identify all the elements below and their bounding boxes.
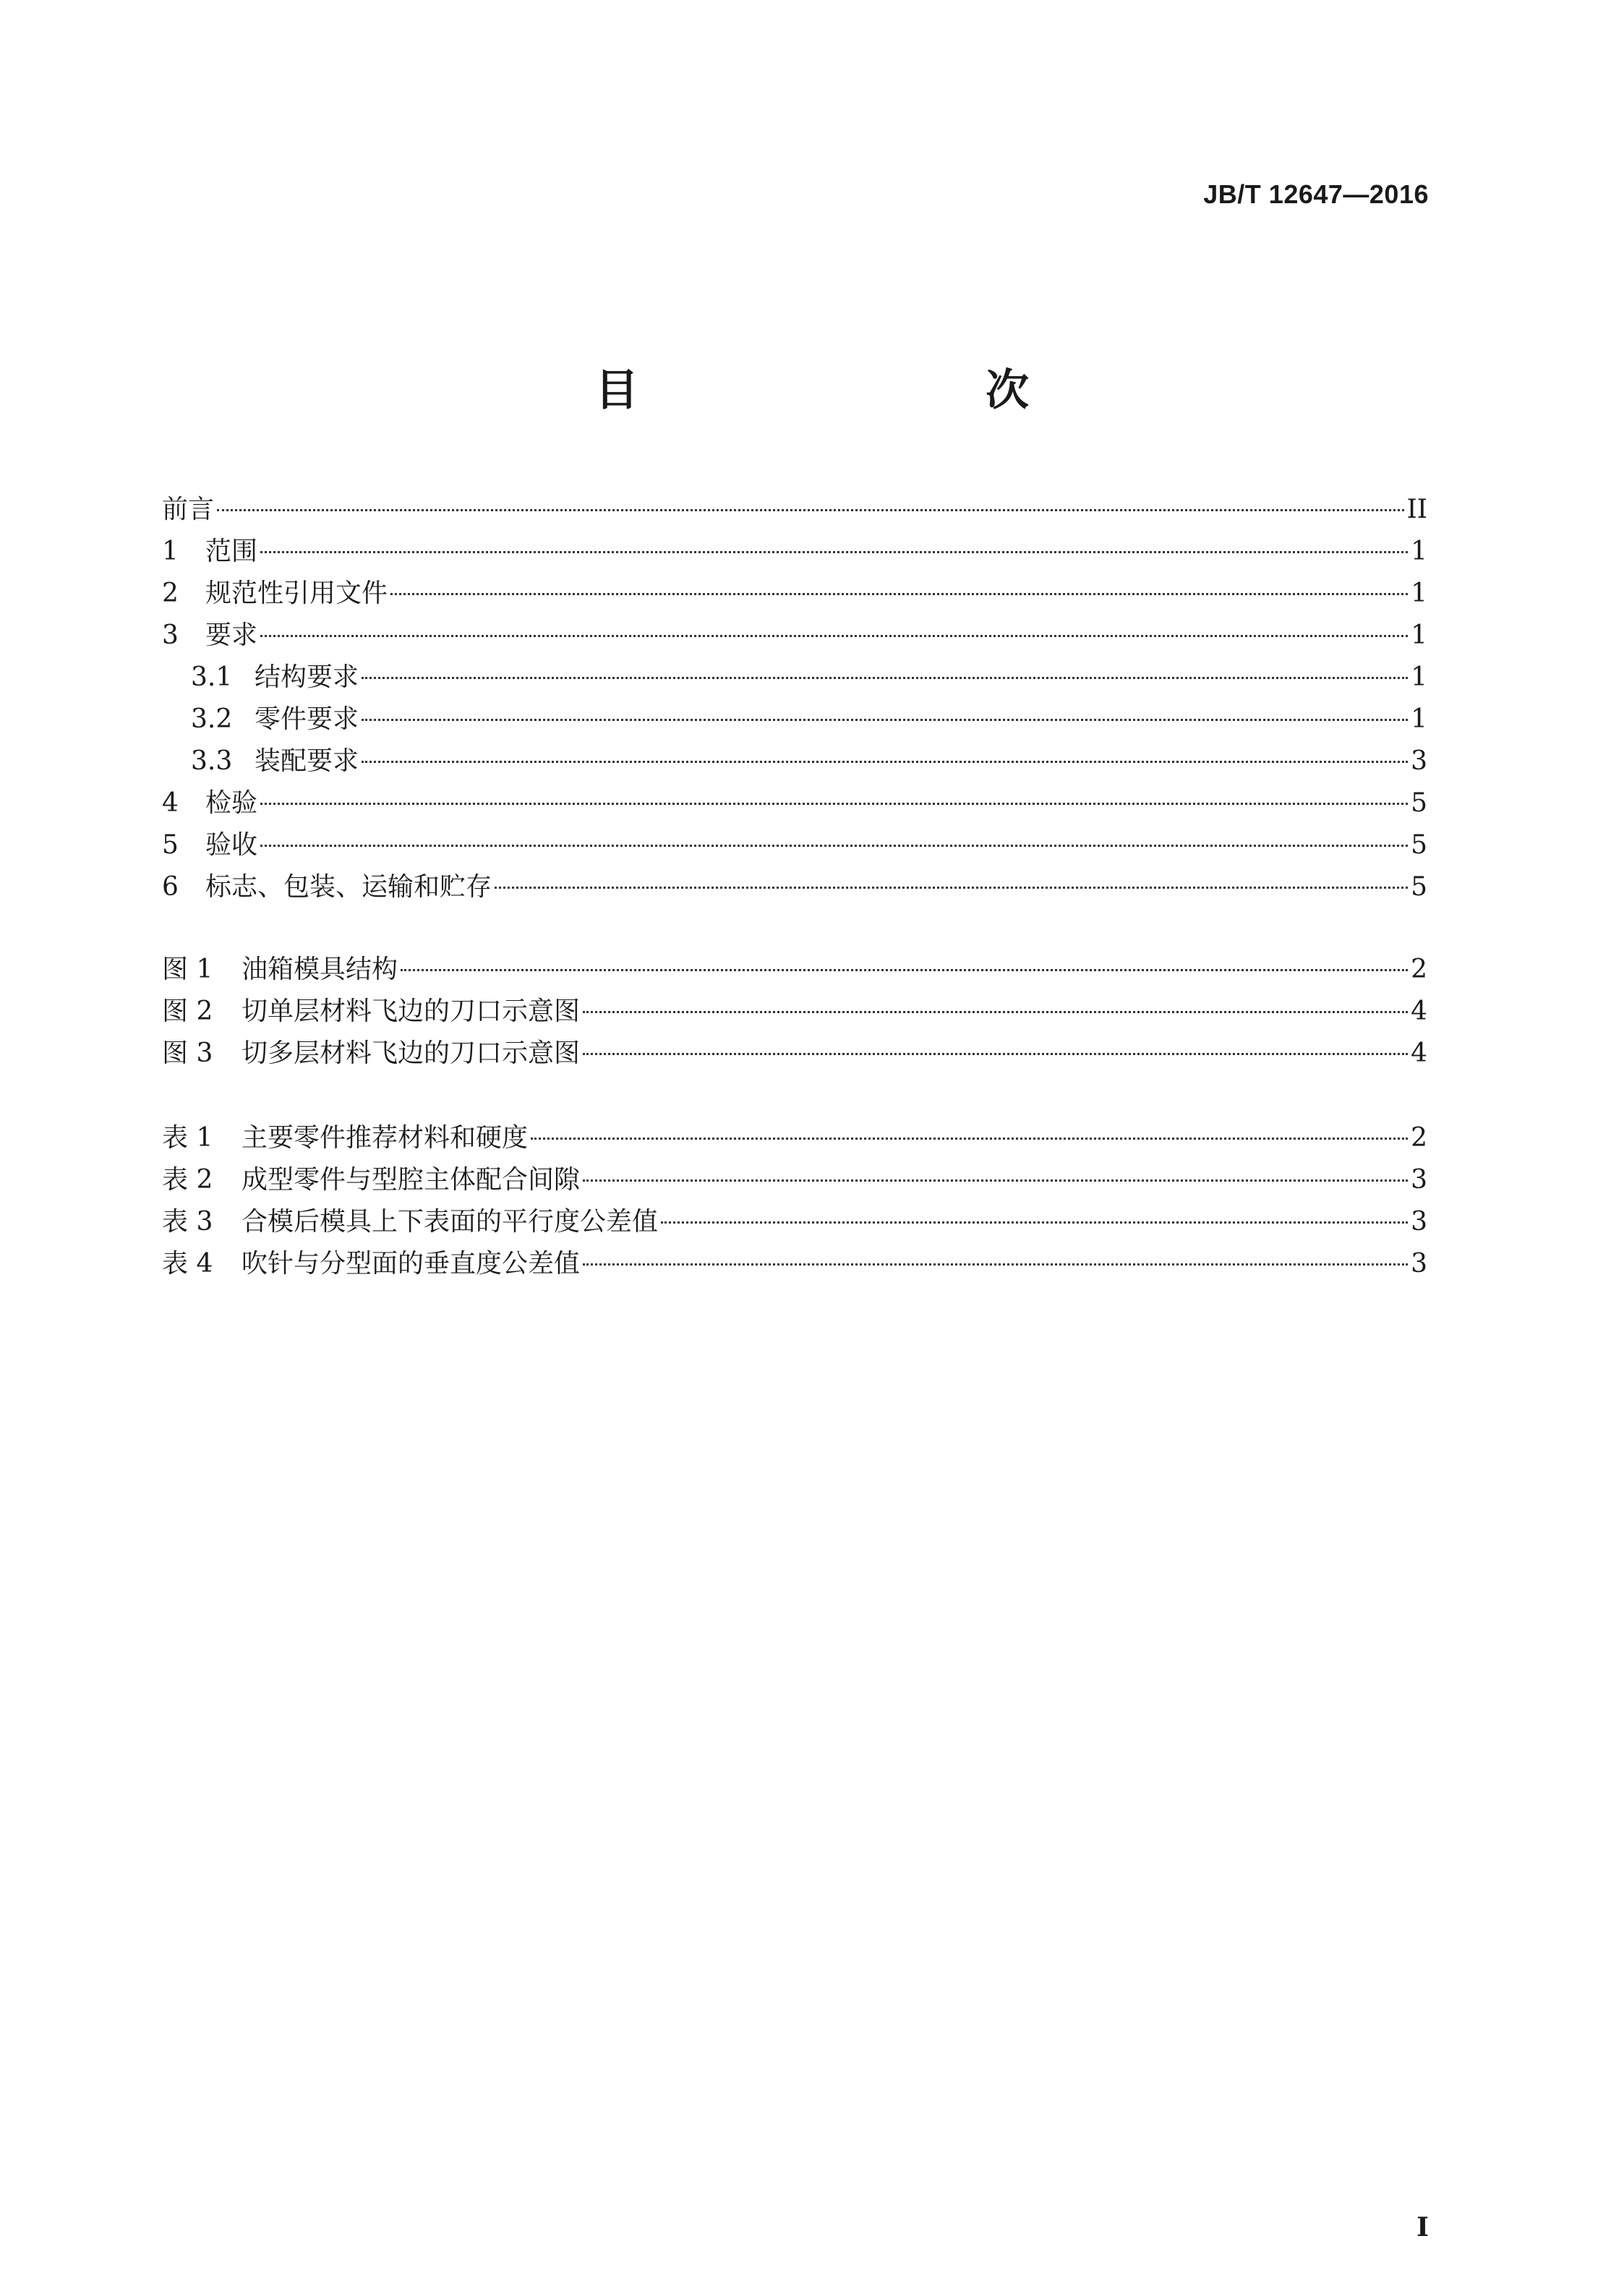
dot-leader	[401, 969, 1408, 971]
toc-entry-page: 5	[1411, 830, 1427, 860]
toc-entry-number: 3.2	[191, 704, 233, 734]
toc-entry-label: 合模后模具上下表面的平行度公差值	[242, 1207, 659, 1237]
toc-figure-row[interactable]	[162, 1033, 1427, 1075]
page-title: 目 次	[595, 365, 1116, 416]
toc-entry-label: 检验	[205, 788, 258, 818]
toc-entry-page: 1	[1411, 620, 1427, 650]
toc-entry-title	[162, 1159, 580, 1201]
toc-row[interactable]	[162, 489, 1427, 531]
toc-entry-page: 1	[1411, 537, 1427, 566]
toc-entry-number: 表 1	[162, 1123, 213, 1153]
toc-entry-page: 3	[1411, 1207, 1427, 1237]
toc-table-row[interactable]	[162, 1159, 1427, 1201]
dot-leader	[260, 845, 1408, 847]
toc-entry-title	[162, 1243, 580, 1285]
toc-row[interactable]	[162, 741, 1427, 782]
toc-entry-number: 1	[162, 537, 179, 566]
toc-entry-label: 要求	[205, 620, 258, 650]
toc-entry-title	[162, 782, 257, 824]
toc-entry-number: 3.1	[191, 662, 233, 692]
dot-leader	[362, 719, 1408, 721]
toc-entry-label: 成型零件与型腔主体配合间隙	[242, 1165, 581, 1195]
toc-entry-title	[162, 991, 580, 1033]
toc-entry-number: 6	[162, 872, 179, 902]
toc-entry-title	[162, 824, 257, 866]
toc-entry-title	[162, 531, 257, 573]
toc-figure-row[interactable]	[162, 949, 1427, 991]
toc-row[interactable]	[162, 531, 1427, 573]
toc-row[interactable]	[162, 573, 1427, 615]
dot-leader	[260, 635, 1408, 637]
dot-leader	[583, 1053, 1408, 1055]
toc-entry-number: 表 2	[162, 1165, 213, 1195]
toc-entry-page: 5	[1411, 788, 1427, 818]
toc-entry-title	[162, 1201, 658, 1243]
toc-entry-label: 油箱模具结构	[242, 955, 398, 984]
toc-row[interactable]	[162, 615, 1427, 657]
dot-leader	[583, 1011, 1408, 1013]
dot-leader	[260, 551, 1408, 553]
toc-entry-page: 5	[1411, 872, 1427, 902]
toc-row[interactable]	[162, 782, 1427, 824]
toc-entry-title	[162, 657, 359, 699]
toc-entry-page: 4	[1411, 997, 1427, 1026]
toc-entry-page: 3	[1411, 746, 1427, 776]
toc-entry-label: 前言	[162, 495, 215, 524]
toc-entry-number: 3	[162, 620, 179, 650]
toc-entry-label: 切多层材料飞边的刀口示意图	[242, 1038, 581, 1068]
toc-entry-title	[162, 1033, 580, 1075]
toc-figure-row[interactable]	[162, 991, 1427, 1033]
toc-row[interactable]	[162, 866, 1427, 908]
toc-entry-number: 图 2	[162, 997, 213, 1026]
toc-entry-page: 1	[1411, 704, 1427, 734]
toc-row[interactable]	[162, 699, 1427, 741]
dot-leader	[531, 1138, 1408, 1140]
toc-entry-title	[162, 1117, 528, 1159]
toc-entry-title	[162, 741, 359, 782]
toc-row[interactable]	[162, 657, 1427, 699]
toc-entry-page: 2	[1411, 955, 1427, 984]
toc-entry-number: 2	[162, 579, 179, 608]
toc-entry-label: 结构要求	[255, 662, 359, 692]
toc-entry-label: 标志、包装、运输和贮存	[205, 872, 492, 902]
toc-entry-title	[162, 489, 214, 531]
dot-leader	[260, 803, 1408, 805]
toc-entry-page: 3	[1411, 1165, 1427, 1195]
toc-entry-number: 表 4	[162, 1249, 213, 1279]
dot-leader	[362, 677, 1408, 679]
dot-leader	[217, 509, 1404, 511]
toc-entry-number: 5	[162, 830, 179, 860]
toc-entry-label: 零件要求	[255, 704, 359, 734]
toc-table-row[interactable]	[162, 1117, 1427, 1159]
toc-entry-title	[162, 866, 492, 908]
dot-leader	[495, 887, 1408, 889]
standard-code: JB/T 12647—2016	[1203, 179, 1429, 209]
toc-entry-label: 规范性引用文件	[205, 579, 388, 608]
toc-entry-label: 吹针与分型面的垂直度公差值	[242, 1249, 581, 1279]
dot-leader	[390, 593, 1408, 595]
dot-leader	[362, 761, 1408, 763]
dot-leader	[661, 1221, 1408, 1224]
page-number: I	[1416, 2212, 1429, 2243]
toc-entry-label: 验收	[205, 830, 258, 860]
toc-entry-label: 范围	[205, 537, 258, 566]
toc-entry-page: 1	[1411, 662, 1427, 692]
toc-table-row[interactable]	[162, 1243, 1427, 1285]
toc-entry-page: 2	[1411, 1123, 1427, 1153]
toc-entry-number: 4	[162, 788, 179, 818]
toc-entry-page: 4	[1411, 1038, 1427, 1068]
toc-entry-title	[162, 949, 398, 991]
dot-leader	[583, 1263, 1408, 1266]
toc-entry-number: 图 1	[162, 955, 213, 984]
toc-entry-page: 3	[1411, 1249, 1427, 1279]
toc-row[interactable]	[162, 824, 1427, 866]
toc-entry-number: 3.3	[191, 746, 233, 776]
toc-entry-page: II	[1406, 495, 1427, 524]
toc-entry-label: 装配要求	[255, 746, 359, 776]
toc-entry-number: 图 3	[162, 1038, 213, 1068]
toc-table-row[interactable]	[162, 1201, 1427, 1243]
toc-entry-label: 主要零件推荐材料和硬度	[242, 1123, 529, 1153]
toc-entry-number: 表 3	[162, 1207, 213, 1237]
toc-entry-label: 切单层材料飞边的刀口示意图	[242, 997, 581, 1026]
dot-leader	[583, 1179, 1408, 1182]
toc-entry-title	[162, 615, 257, 657]
toc-entry-page: 1	[1411, 579, 1427, 608]
toc-entry-title	[162, 699, 359, 741]
toc-entry-title	[162, 573, 388, 615]
